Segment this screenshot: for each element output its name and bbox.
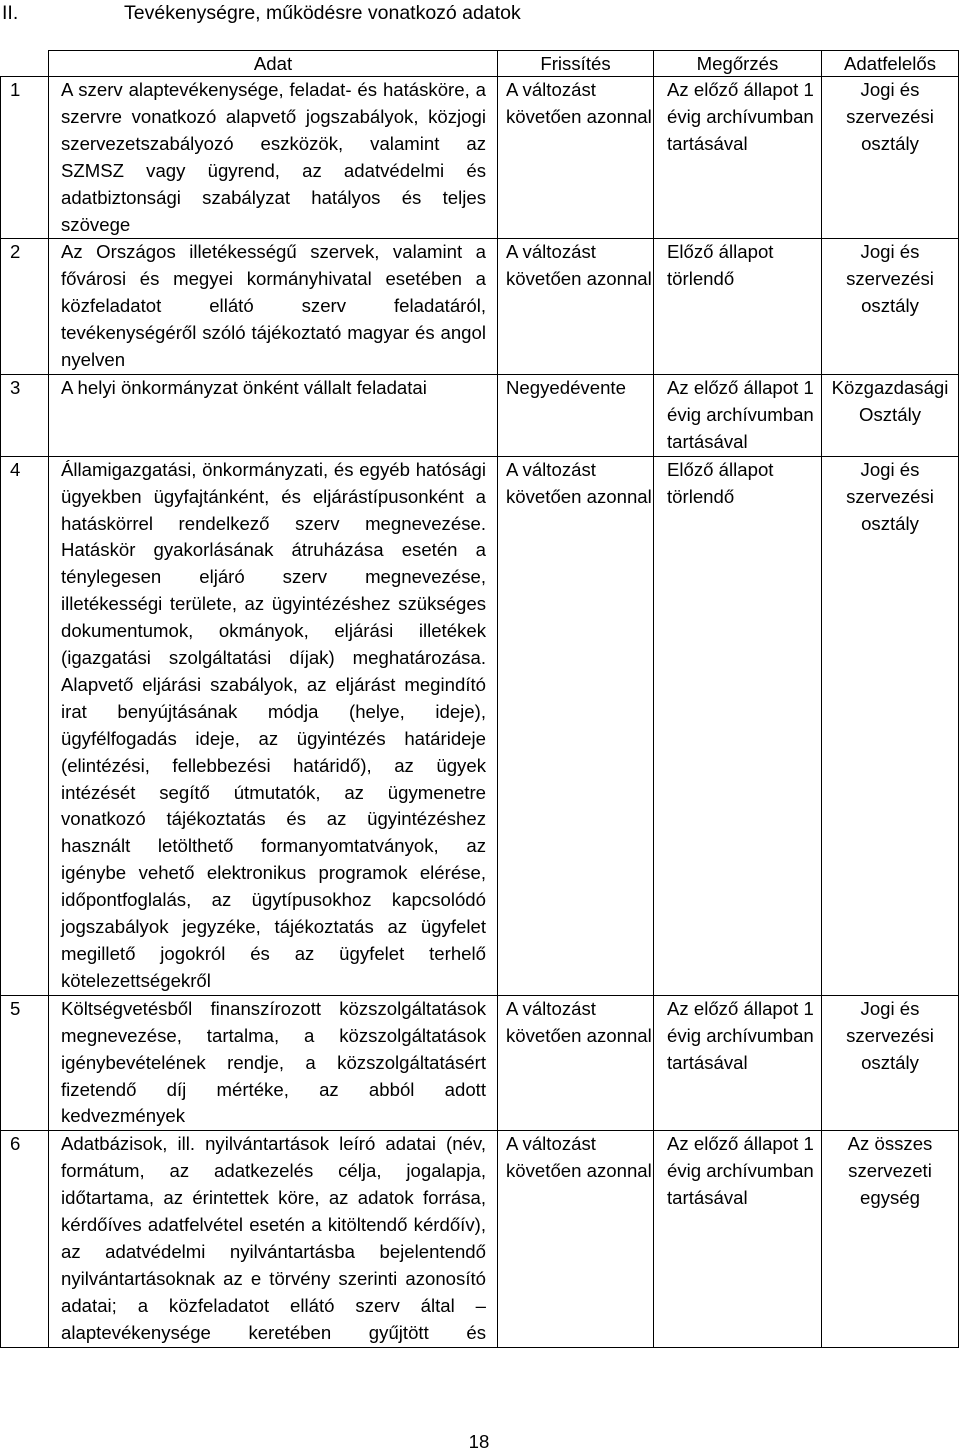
row-frissites: A változást követően azonnal [498,995,654,1131]
row-adatfelelos: Az összes szervezeti egység [822,1131,959,1347]
table-row [1,374,959,456]
column-header-adat: Adat [49,51,498,77]
row-frissites: A változást követően azonnal [498,77,654,239]
row-adat: Az Országos illetékességű szervek, valamint a fővárosi és megyei kormányhivatal esetében a közfeladatot ellátó szerv feladatáról, tevékenységéről szóló tájékoztató magyar és angol nyelven [49,239,498,375]
section-number: II. [2,2,19,24]
row-number: 5 [1,995,49,1131]
row-adatfelelos: Közgazdasági Osztály [822,374,959,456]
column-header-adatfelelos: Adatfelelős [822,51,959,77]
column-header-megorzes: Megőrzés [654,51,822,77]
section-heading [0,0,960,28]
row-megorzes: Az előző állapot 1 évig archívumban tartásával [654,374,822,456]
row-frissites: A változást követően azonnal [498,1131,654,1347]
table-row [1,239,959,375]
table-row [1,456,959,995]
table-row [1,995,959,1131]
row-megorzes: Előző állapot törlendő [654,456,822,995]
row-adat: Költségvetésből finanszírozott közszolgáltatások megnevezése, tartalma, a közszolgáltatások igénybevételének rendje, a közszolgáltatásért fizetendő díj mértéke, az abból adott kedvezmények [49,995,498,1131]
row-frissites: Negyedévente [498,374,654,456]
row-frissites: A változást követően azonnal [498,456,654,995]
column-header-frissites: Frissítés [498,51,654,77]
row-megorzes: Az előző állapot 1 évig archívumban tartásával [654,995,822,1131]
table-row [1,77,959,239]
row-adat: A szerv alaptevékenysége, feladat- és hatásköre, a szervre vonatkozó alapvető jogszabályok, közjogi szervezetszabályozó eszközök, valamint az SZMSZ vagy ügyrend, az adatvédelmi és adatbiztonsági szabályzat hatályos és teljes szövege [49,77,498,239]
row-adat: Adatbázisok, ill. nyilvántartások leíró adatai (név, formátum, az adatkezelés célja, jogalapja, időtartama, az érintettek köre, az adatok forrása, kérdőíves adatfelvétel esetén a kitöltendő kérdőív), az adatvédelmi nyilvántartásba bejelentendő nyilvántartásoknak az e törvény szerinti azonosító adatai; a közfeladatot ellátó szerv által – alaptevékenysége keretében gyűjtött és [49,1131,498,1347]
row-adatfelelos: Jogi és szervezési osztály [822,239,959,375]
row-number: 2 [1,239,49,375]
row-frissites: A változást követően azonnal [498,239,654,375]
row-adatfelelos: Jogi és szervezési osztály [822,995,959,1131]
page-number: 18 [468,1431,490,1452]
row-adat: Államigazgatási, önkormányzati, és egyéb hatósági ügyekben ügyfajtánként, és eljárástípusonként a hatáskörrel rendelkező szerv megnevezése. Hatáskör gyakorlásának átruházása esetén a ténylegesen eljáró szerv megnevezése, illetékességi területe, az ügyintézéshez szükséges dokumentumok, okmányok, eljárási illetékek (igazgatási szolgáltatási díjak) meghatározása. Alapvető eljárási szabályok, az eljárást megindító irat benyújtásának módja (helye, ideje), ügyfélfogadás ideje, az ügyintézés határideje (elintézési, fellebbezési határidő), az ügyek intézését segítő útmutatók, az ügymenetre vonatkozó tájékoztatás és az ügyintézéshez használt letölthető formanyomtatványok, az igénybe vehető elektronikus programok elérése, időpontfoglalás, az ügytípusokhoz kapcsolódó jogszabályok jegyzéke, tájékoztatás az ügyfelet megillető jogokról és az ügyfelet terhelő kötelezettségekről [49,456,498,995]
row-megorzes: Előző állapot törlendő [654,239,822,375]
data-table [0,50,959,1348]
table-row [1,1131,959,1347]
row-number: 3 [1,374,49,456]
row-adat: A helyi önkormányzat önként vállalt feladatai [49,374,498,456]
row-megorzes: Az előző állapot 1 évig archívumban tartásával [654,77,822,239]
row-adatfelelos: Jogi és szervezési osztály [822,77,959,239]
table-header-row [1,51,959,77]
row-number: 4 [1,456,49,995]
row-number: 1 [1,77,49,239]
section-title: Tevékenységre, működésre vonatkozó adatok [124,2,521,24]
row-megorzes: Az előző állapot 1 évig archívumban tartásával [654,1131,822,1347]
header-blank-cell [1,51,49,77]
row-adatfelelos: Jogi és szervezési osztály [822,456,959,995]
row-number: 6 [1,1131,49,1347]
